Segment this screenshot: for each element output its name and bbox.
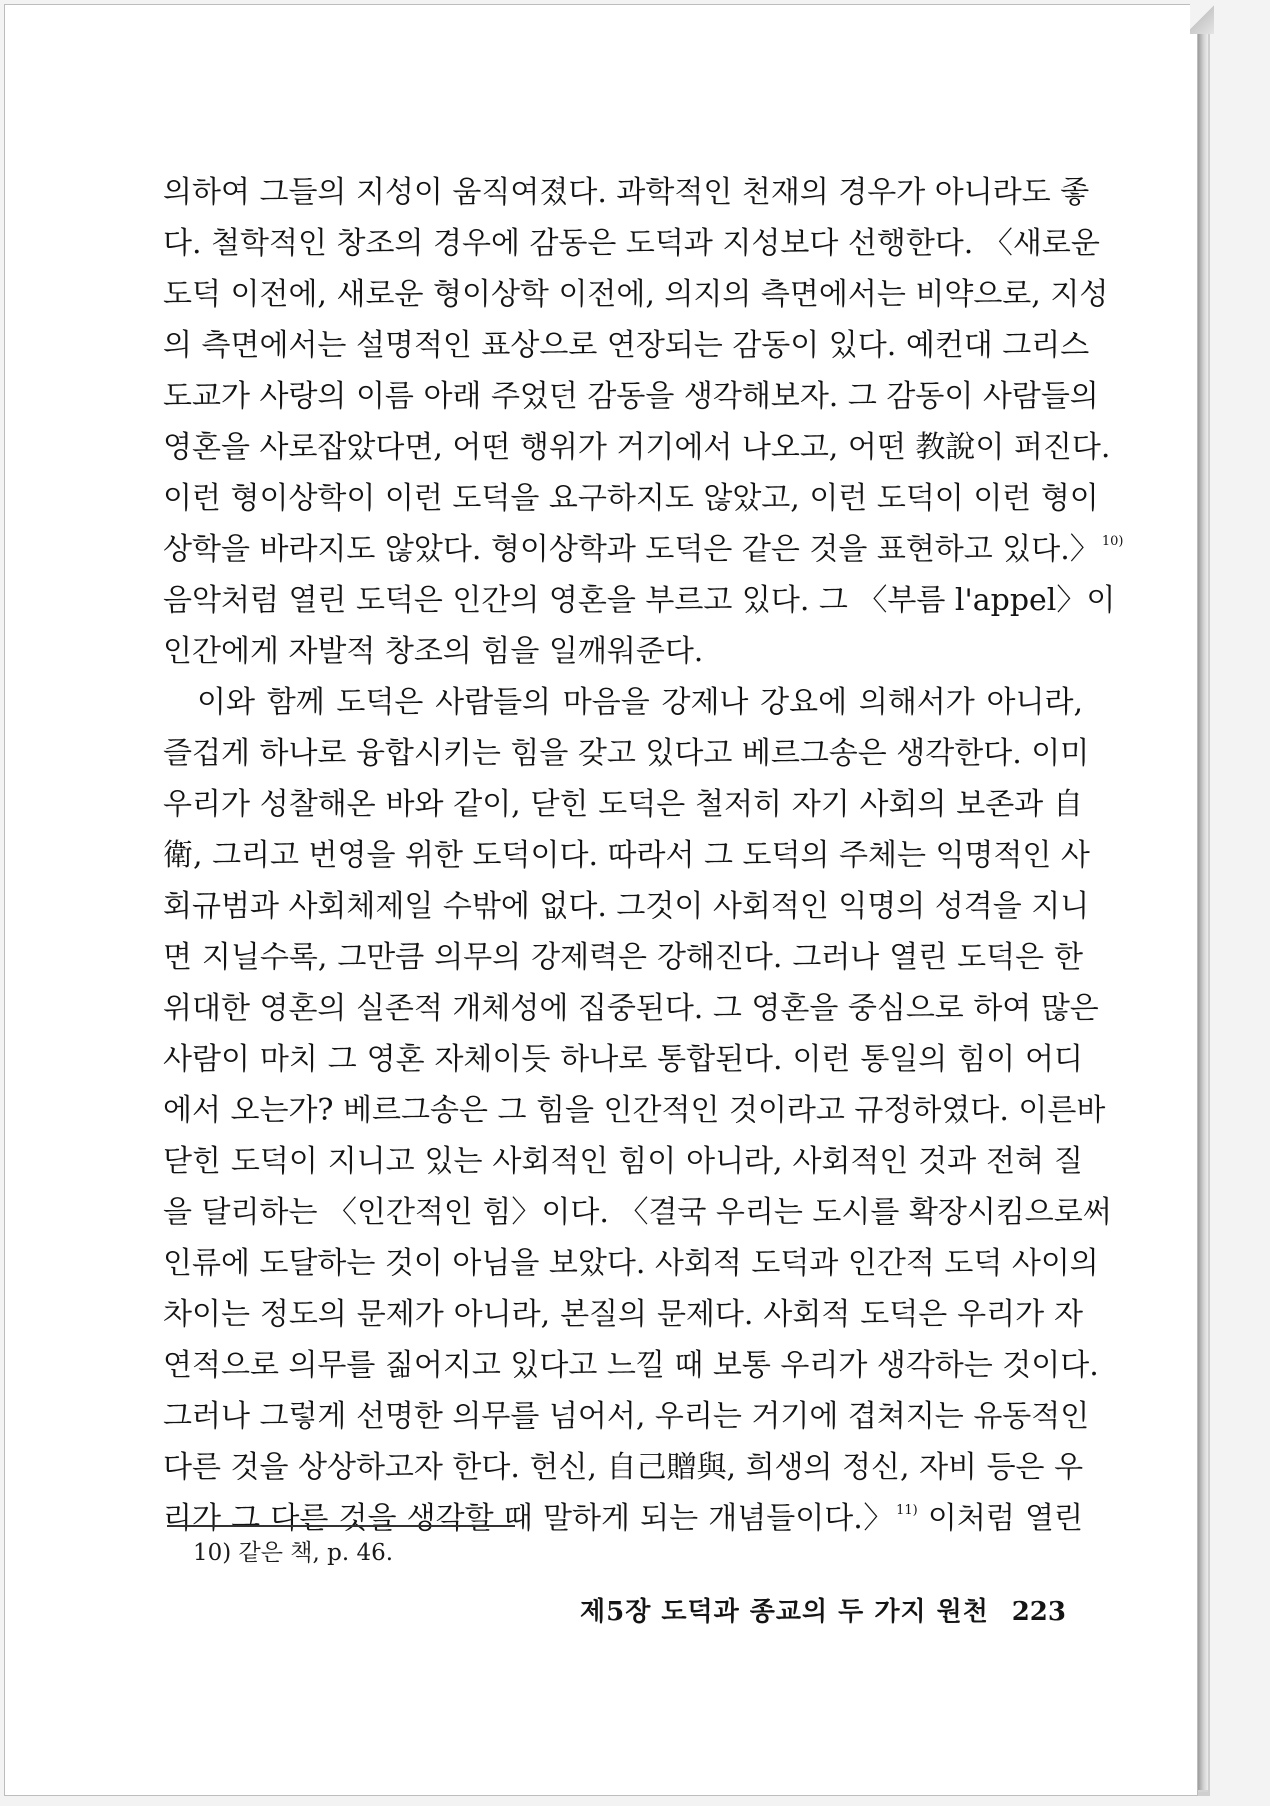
text-line: 사람이 마치 그 영혼 자체이듯 하나로 통합된다. 이런 통일의 힘이 어디 — [163, 1042, 1083, 1077]
text-line: 위대한 영혼의 실존적 개체성에 집중된다. 그 영혼을 중심으로 하여 많은 — [163, 991, 1099, 1026]
page-number: 223 — [1011, 1597, 1066, 1627]
page-edge — [1198, 14, 1208, 1790]
text-line: 다른 것을 상상하고자 한다. 헌신, 自己贈與, 희생의 정신, 자비 등은 우 — [163, 1450, 1084, 1485]
text-line: 衛, 그리고 번영을 위한 도덕이다. 따라서 그 도덕의 주체는 익명적인 사 — [163, 838, 1090, 873]
book-page — [4, 4, 1198, 1796]
footnote-ref-10: 10) — [1101, 534, 1124, 549]
text-line: 회규범과 사회체제일 수밖에 없다. 그것이 사회적인 익명의 성격을 지니 — [163, 889, 1090, 924]
text-line: 의 측면에서는 설명적인 표상으로 연장되는 감동이 있다. 예컨대 그리스 — [163, 328, 1090, 363]
chapter-title: 제5장 도덕과 종교의 두 가지 원천 — [580, 1597, 989, 1627]
text-line: 연적으로 의무를 짊어지고 있다고 느낄 때 보통 우리가 생각하는 것이다. — [163, 1348, 1099, 1383]
text-line: 이와 함께 도덕은 사람들의 마음을 강제나 강요에 의해서가 아니라, — [197, 685, 1083, 720]
text-line: 그러나 그렇게 선명한 의무를 넘어서, 우리는 거기에 겹쳐지는 유동적인 — [163, 1399, 1090, 1434]
text-line-continuation: 이처럼 열린 — [927, 1501, 1083, 1536]
running-footer — [580, 1589, 1066, 1635]
text-line: 에서 오는가? 베르그송은 그 힘을 인간적인 것이라고 규정하였다. 이른바 — [163, 1093, 1106, 1128]
body-text — [163, 167, 1124, 1544]
text-line-content: 리가 그 다른 것을 생각할 때 말하게 되는 개념들이다.〉 — [163, 1501, 895, 1536]
text-line: 영혼을 사로잡았다면, 어떤 행위가 거기에서 나오고, 어떤 教說이 퍼진다. — [163, 430, 1111, 465]
footnote-10: 10) 같은 책, p. 46. — [193, 1540, 394, 1566]
text-line: 다. 철학적인 창조의 경우에 감동은 도덕과 지성보다 선행한다. 〈새로운 — [163, 226, 1100, 261]
page-curl — [1190, 0, 1214, 34]
text-line: 을 달리하는 〈인간적인 힘〉이다. 〈결국 우리는 도시를 확장시킴으로써 — [163, 1195, 1112, 1230]
text-line: 차이는 정도의 문제가 아니라, 본질의 문제다. 사회적 도덕은 우리가 자 — [163, 1297, 1083, 1332]
text-line-content: 상학을 바라지도 않았다. 형이상학과 도덕은 같은 것을 표현하고 있다.〉 — [163, 532, 1100, 567]
footnote-divider — [167, 1525, 515, 1527]
text-line: 인간에게 자발적 창조의 힘을 일깨워준다. — [163, 634, 704, 669]
text-line: 도덕 이전에, 새로운 형이상학 이전에, 의지의 측면에서는 비약으로, 지성 — [163, 277, 1109, 312]
text-line: 닫힌 도덕이 지니고 있는 사회적인 힘이 아니라, 사회적인 것과 전혀 질 — [163, 1144, 1083, 1179]
text-line: 음악처럼 열린 도덕은 인간의 영혼을 부르고 있다. 그 〈부름 l'appel〉이 — [163, 583, 1116, 618]
footnote-ref-11: 11) — [896, 1503, 918, 1518]
text-line: 인류에 도달하는 것이 아님을 보았다. 사회적 도덕과 인간적 도덕 사이의 — [163, 1246, 1099, 1281]
text-line: 즐겁게 하나로 융합시키는 힘을 갖고 있다고 베르그송은 생각한다. 이미 — [163, 736, 1090, 771]
text-line — [163, 524, 1124, 575]
text-line: 이런 형이상학이 이런 도덕을 요구하지도 않았고, 이런 도덕이 이런 형이 — [163, 481, 1099, 516]
text-line: 도교가 사랑의 이름 아래 주었던 감동을 생각해보자. 그 감동이 사람들의 — [163, 379, 1099, 414]
text-line: 의하여 그들의 지성이 움직여졌다. 과학적인 천재의 경우가 아니라도 좋 — [163, 175, 1090, 210]
text-line: 면 지닐수록, 그만큼 의무의 강제력은 강해진다. 그러나 열린 도덕은 한 — [163, 940, 1083, 975]
text-line: 우리가 성찰해온 바와 같이, 닫힌 도덕은 철저히 자기 사회의 보존과 自 — [163, 787, 1083, 822]
